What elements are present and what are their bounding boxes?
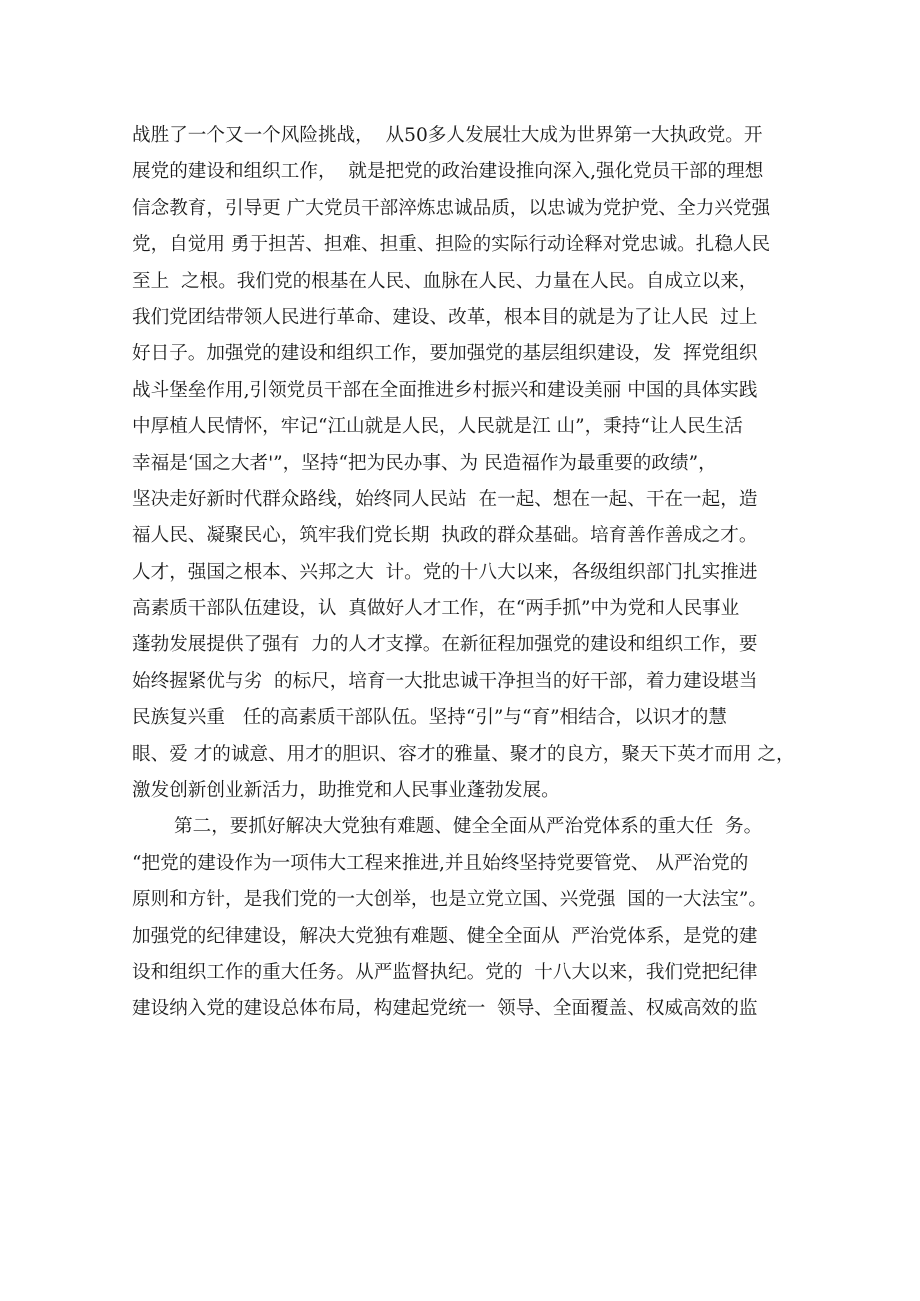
text-line: 蓬勃发展提供了强有 力的人才支撑。在新征程加强党的建设和组织工作，要 — [132, 634, 758, 656]
text-line: 坚决走好新时代群众路线，始终同人民站 在一起、想在一起、干在一起，造 — [132, 488, 758, 510]
text-line: 展党的建设和组织工作， 就是把党的政治建设推向深入,强化党员干部的理想 — [132, 161, 764, 183]
text-line: 中厚植人民情怀，牢记“江山就是人民，人民就是江 山”，秉持“让人民生活 — [132, 416, 743, 438]
text-line: 建设纳入党的建设总体布局，构建起党统一 领导、全面覆盖、权威高效的监 — [132, 998, 758, 1020]
text-line: 人才，强国之根本、兴邦之大 计。党的十八大以来，各级组织部门扎实推进 — [132, 561, 758, 583]
text-line: 幸福是‘国之大者'”，坚持“把为民办事、为 民造福作为最重要的政绩”， — [132, 452, 717, 474]
paragraph-start-line: 第二，要抓好解决大党独有难题、健全全面从严治党体系的重大任 务。 — [174, 816, 763, 838]
text-line: 始终握紧优与劣 的标尺，培育一大批忠诚干净担当的好干部，着力建设堪当 — [132, 670, 758, 692]
text-line: 原则和方针，是我们党的一大创举，也是立党立国、兴党强 国的一大法宝”。 — [132, 889, 767, 911]
text-line: 信念教育，引导更 广大党员干部淬炼忠诚品质，以忠诚为党护党、全力兴党强 — [132, 197, 771, 219]
text-line: 高素质干部队伍建设，认 真做好人才工作，在“两手抓”中为党和人民事业 — [132, 598, 740, 620]
text-line: 至上 之根。我们党的根基在人民、血脉在人民、力量在人民。自成立以来， — [132, 270, 758, 292]
text-line: 激发创新创业新活力，助推党和人民事业蓬勃发展。 — [132, 780, 560, 802]
text-line: 战胜了一个又一个风险挑战， 从50多人发展壮大成为世界第一大执政党。开 — [132, 125, 763, 146]
text-line: “把党的建设作为一项伟大工程来推进,并且始终坚持党要管党、 从严治党的 — [132, 852, 749, 874]
text-line: 战斗堡垒作用,引领党员干部在全面推进乡村振兴和建设美丽 中国的具体实践 — [132, 379, 758, 401]
text-line: 设和组织工作的重大任务。从严监督执纪。党的 十八大以来，我们党把纪律 — [132, 961, 758, 983]
text-line: 眼、爱 才的诚意、用才的胆识、容才的雅量、聚才的良方，聚天下英才而用 之， — [132, 743, 795, 765]
text-line: 好日子。加强党的建设和组织工作，要加强党的基层组织建设，发 挥党组织 — [132, 343, 758, 365]
text-line: 福人民、凝聚民心，筑牢我们党长期 执政的群众基础。培育善作善成之才。 — [132, 525, 758, 547]
text-line: 民族复兴重 任的高素质干部队伍。坚持“引”与“育”相结合，以识才的慧 — [132, 707, 727, 729]
text-line: 加强党的纪律建设，解决大党独有难题、健全全面从 严治党体系，是党的建 — [132, 925, 758, 947]
text-line: 党，自觉用 勇于担苦、担难、担重、担险的实际行动诠释对党忠诚。扎稳人民 — [132, 234, 771, 256]
body-text — [132, 118, 822, 1028]
text-line: 我们党团结带领人民进行革命、建设、改革，根本目的就是为了让人民 过上 — [132, 306, 758, 328]
